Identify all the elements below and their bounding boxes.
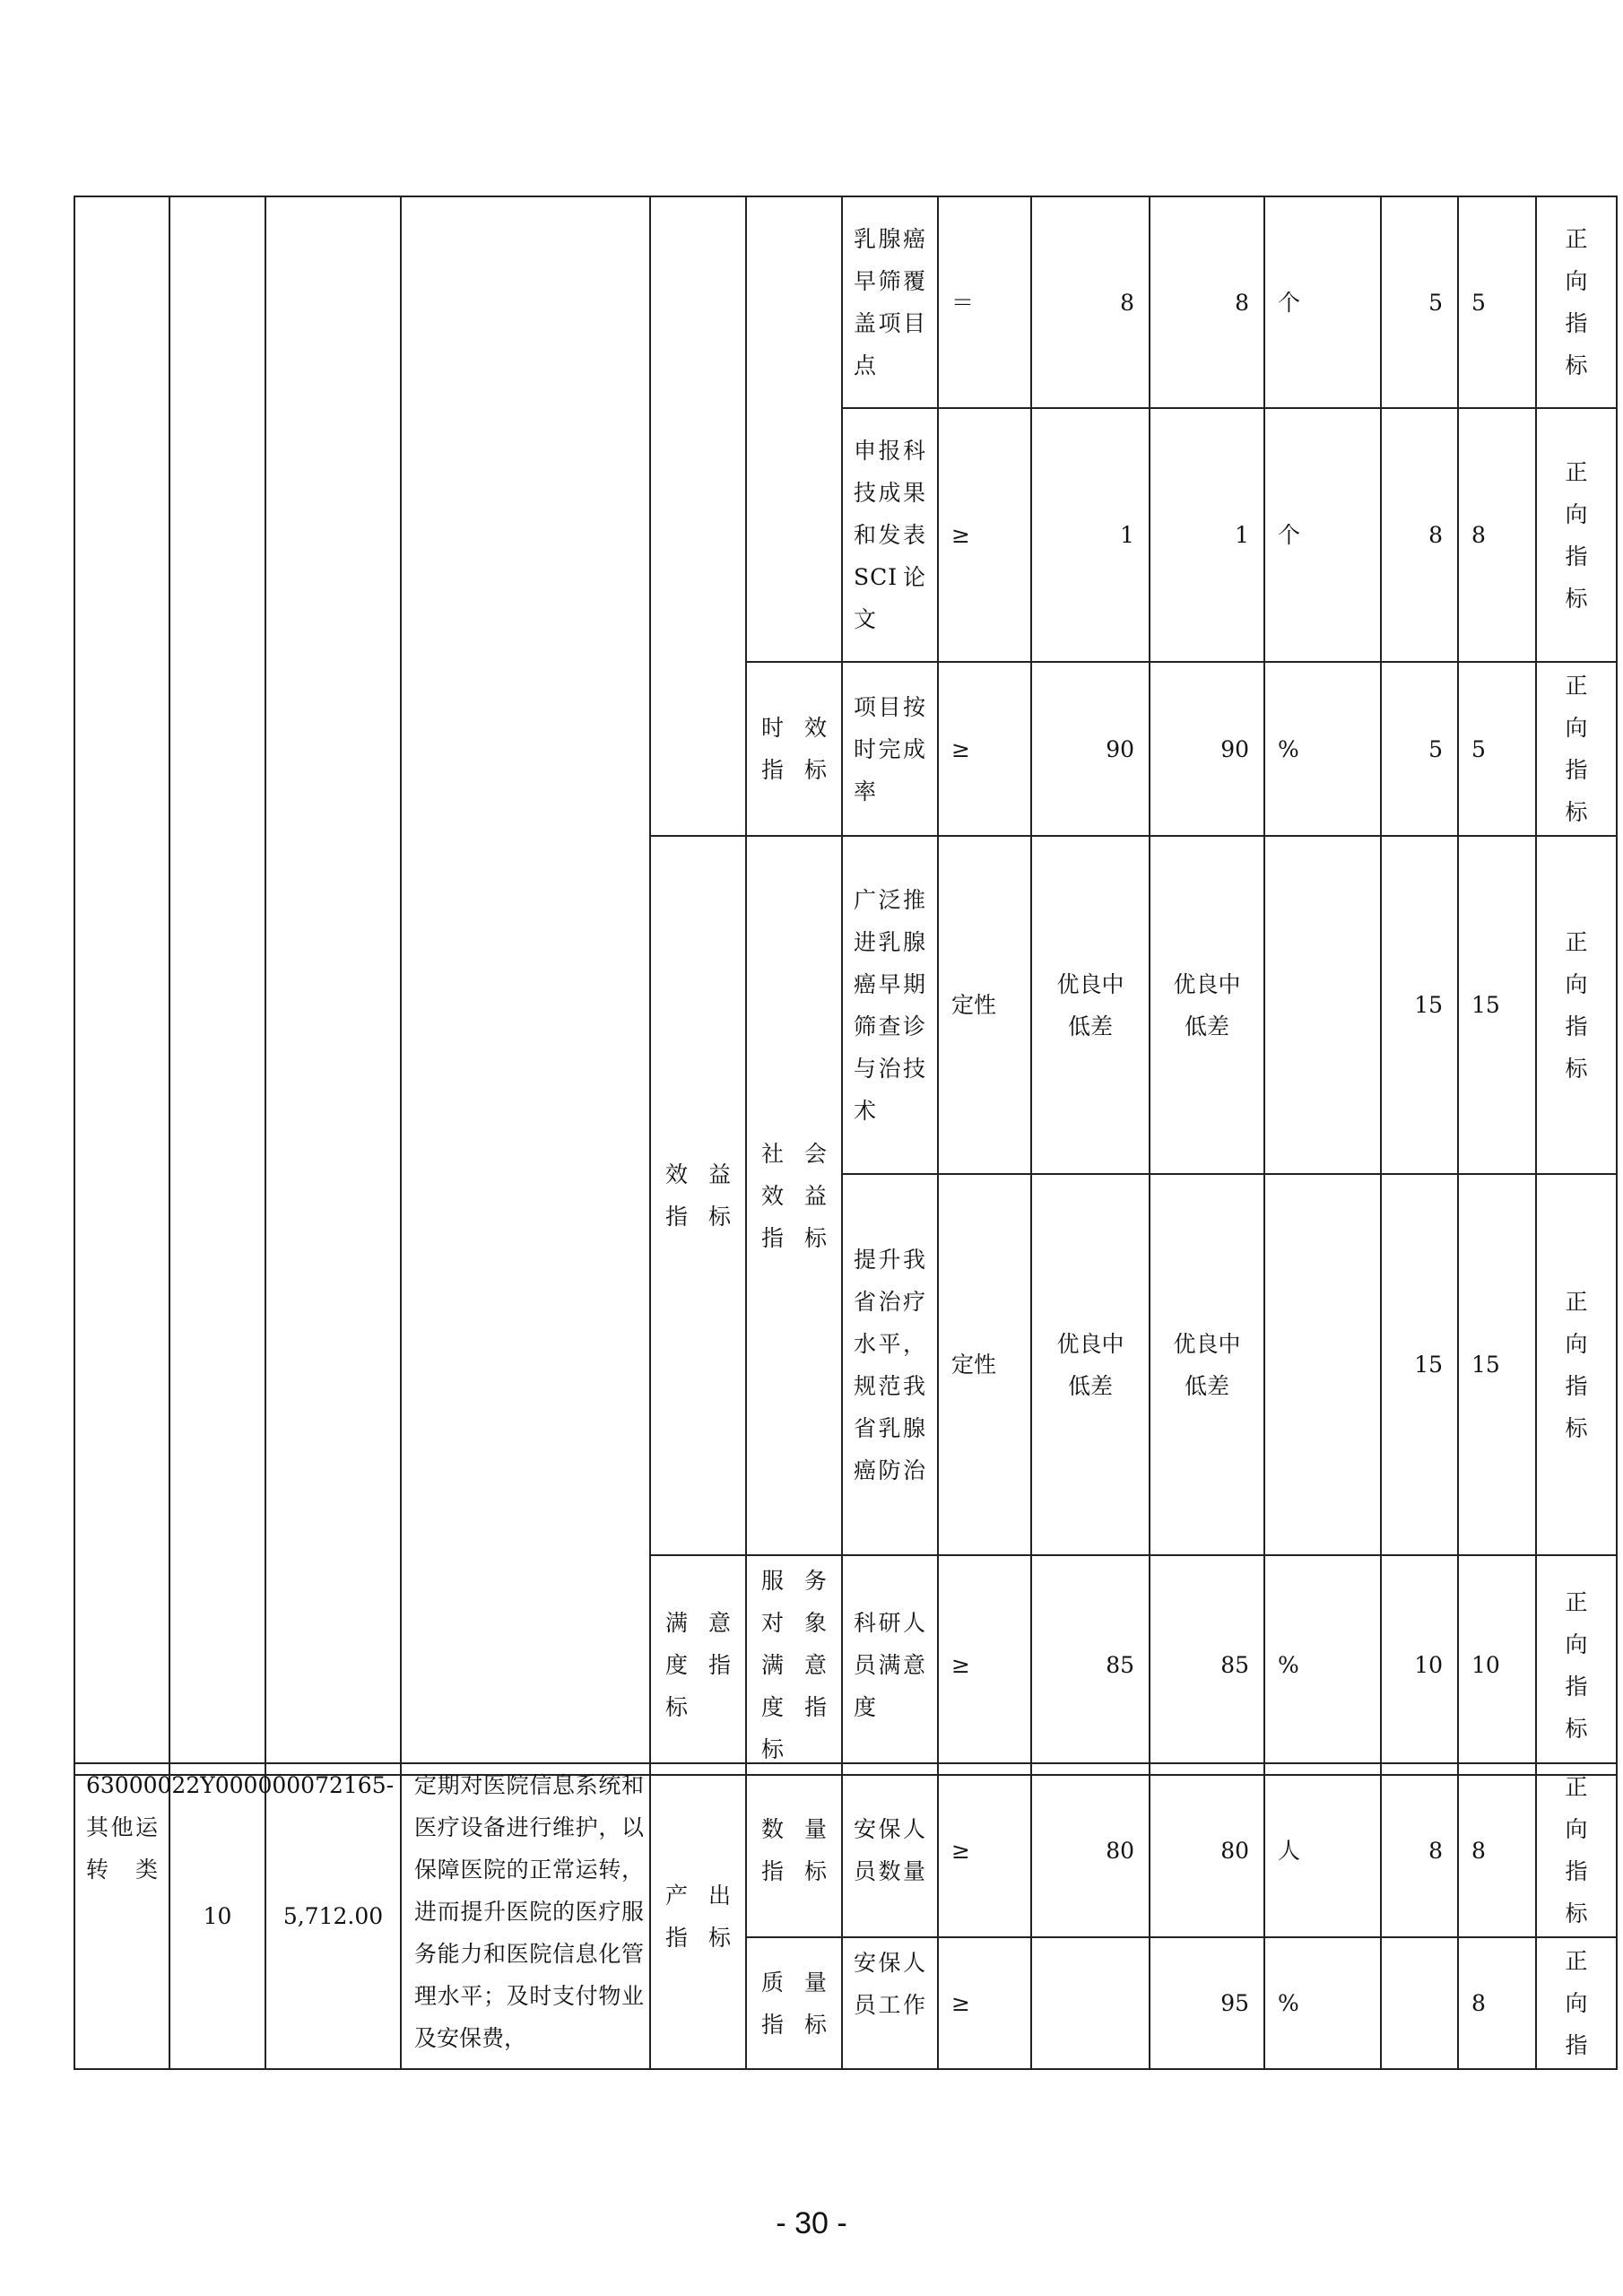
subcategory-label: 社会效益指标 — [746, 836, 842, 1555]
indicator-name: 乳腺癌早筛覆盖项目点 — [842, 196, 938, 408]
indicator-target — [1031, 1937, 1150, 2069]
indicator-weight: 8 — [1381, 1763, 1458, 1937]
indicator-score: 8 — [1458, 408, 1536, 662]
level1-cell — [650, 196, 746, 836]
indicator-weight: 5 — [1381, 662, 1458, 836]
indicator-weight: 15 — [1381, 1174, 1458, 1555]
indicator-score: 8 — [1458, 1763, 1536, 1937]
project-amount: 5,712.00 — [265, 1763, 401, 2069]
indicator-target: 85 — [1031, 1555, 1150, 1775]
indicator-direction: 正向指标 — [1536, 1763, 1617, 1937]
indicator-weight: 8 — [1381, 408, 1458, 662]
indicator-score: 15 — [1458, 1174, 1536, 1555]
indicator-score: 5 — [1458, 196, 1536, 408]
indicator-unit: % — [1264, 1555, 1381, 1775]
indicator-weight: 10 — [1381, 1555, 1458, 1775]
indicator-operator: ≥ — [938, 1763, 1031, 1937]
indicator-direction: 正向指标 — [1536, 836, 1617, 1174]
indicator-unit: % — [1264, 662, 1381, 836]
amount-cell — [265, 196, 401, 1775]
indicator-unit: % — [1264, 1937, 1381, 2069]
subcategory-label: 质量指标 — [746, 1937, 842, 2069]
indicator-name: 安保人员工作 — [842, 1937, 938, 2069]
subcategory-label: 服务对象满意度指标 — [746, 1555, 842, 1775]
table-row — [74, 196, 1617, 408]
indicator-score: 10 — [1458, 1555, 1536, 1775]
page-number: - 30 - — [776, 2206, 847, 2240]
indicator-actual: 90 — [1150, 662, 1264, 836]
category-label: 产出指标 — [650, 1763, 746, 2069]
indicator-target: 1 — [1031, 408, 1150, 662]
indicator-target: 优良中低差 — [1031, 1174, 1150, 1555]
indicator-target: 90 — [1031, 662, 1150, 836]
category-label: 满意度指标 — [650, 1555, 746, 1775]
indicator-name: 广泛推进乳腺癌早期筛查诊与治技术 — [842, 836, 938, 1174]
indicator-direction: 正向指标 — [1536, 1555, 1617, 1775]
indicator-unit — [1264, 1174, 1381, 1555]
level2-cell — [746, 196, 842, 662]
indicator-unit: 个 — [1264, 196, 1381, 408]
indicator-direction: 正向指 — [1536, 1937, 1617, 2069]
indicator-operator: ＝ — [938, 196, 1031, 408]
indicator-operator: ≥ — [938, 1555, 1031, 1775]
indicator-operator: ≥ — [938, 408, 1031, 662]
indicator-target: 80 — [1031, 1763, 1150, 1937]
indicator-weight: 15 — [1381, 836, 1458, 1174]
indicator-direction: 正向指标 — [1536, 408, 1617, 662]
indicator-direction: 正向指标 — [1536, 196, 1617, 408]
indicator-weight: 5 — [1381, 196, 1458, 408]
indicator-score: 5 — [1458, 662, 1536, 836]
indicator-target: 优良中低差 — [1031, 836, 1150, 1174]
project-years: 10 — [169, 1763, 265, 2069]
subcategory-label: 时效指标 — [746, 662, 842, 836]
indicator-actual: 1 — [1150, 408, 1264, 662]
indicator-name: 提升我省治疗水平，规范我省乳腺癌防治 — [842, 1174, 938, 1555]
indicator-unit: 个 — [1264, 408, 1381, 662]
indicator-direction: 正向指标 — [1536, 1174, 1617, 1555]
indicator-direction: 正向指标 — [1536, 662, 1617, 836]
indicator-operator: 定性 — [938, 836, 1031, 1174]
indicator-actual: 8 — [1150, 196, 1264, 408]
indicator-name: 申报科技成果和发表SCI论文 — [842, 408, 938, 662]
table-row — [74, 1763, 1617, 1937]
indicator-weight — [1381, 1937, 1458, 2069]
indicator-unit: 人 — [1264, 1763, 1381, 1937]
description-cell — [401, 196, 650, 1775]
indicator-score: 8 — [1458, 1937, 1536, 2069]
indicator-actual: 95 — [1150, 1937, 1264, 2069]
project-code: 63000022Y000000072165-其他运转类 — [74, 1763, 169, 2069]
category-label: 效益指标 — [650, 836, 746, 1555]
indicator-actual: 80 — [1150, 1763, 1264, 1937]
indicator-name: 科研人员满意度 — [842, 1555, 938, 1775]
indicator-name: 安保人员数量 — [842, 1763, 938, 1937]
indicator-table-project2 — [74, 1762, 1618, 2070]
indicator-actual: 优良中低差 — [1150, 836, 1264, 1174]
project-description: 定期对医院信息系统和医疗设备进行维护，以保障医院的正常运转，进而提升医院的医疗服务能力和医院信息化管理水平；及时支付物业及安保费， — [401, 1763, 650, 2069]
indicator-unit — [1264, 836, 1381, 1174]
indicator-actual: 优良中低差 — [1150, 1174, 1264, 1555]
indicator-name: 项目按时完成率 — [842, 662, 938, 836]
indicator-actual: 85 — [1150, 1555, 1264, 1775]
indicator-operator: ≥ — [938, 662, 1031, 836]
indicator-score: 15 — [1458, 836, 1536, 1174]
subcategory-label: 数量指标 — [746, 1763, 842, 1937]
indicator-table — [74, 196, 1618, 1776]
years-cell — [169, 196, 265, 1775]
indicator-target: 8 — [1031, 196, 1150, 408]
project-code-cell — [74, 196, 169, 1775]
indicator-operator: ≥ — [938, 1937, 1031, 2069]
indicator-operator: 定性 — [938, 1174, 1031, 1555]
